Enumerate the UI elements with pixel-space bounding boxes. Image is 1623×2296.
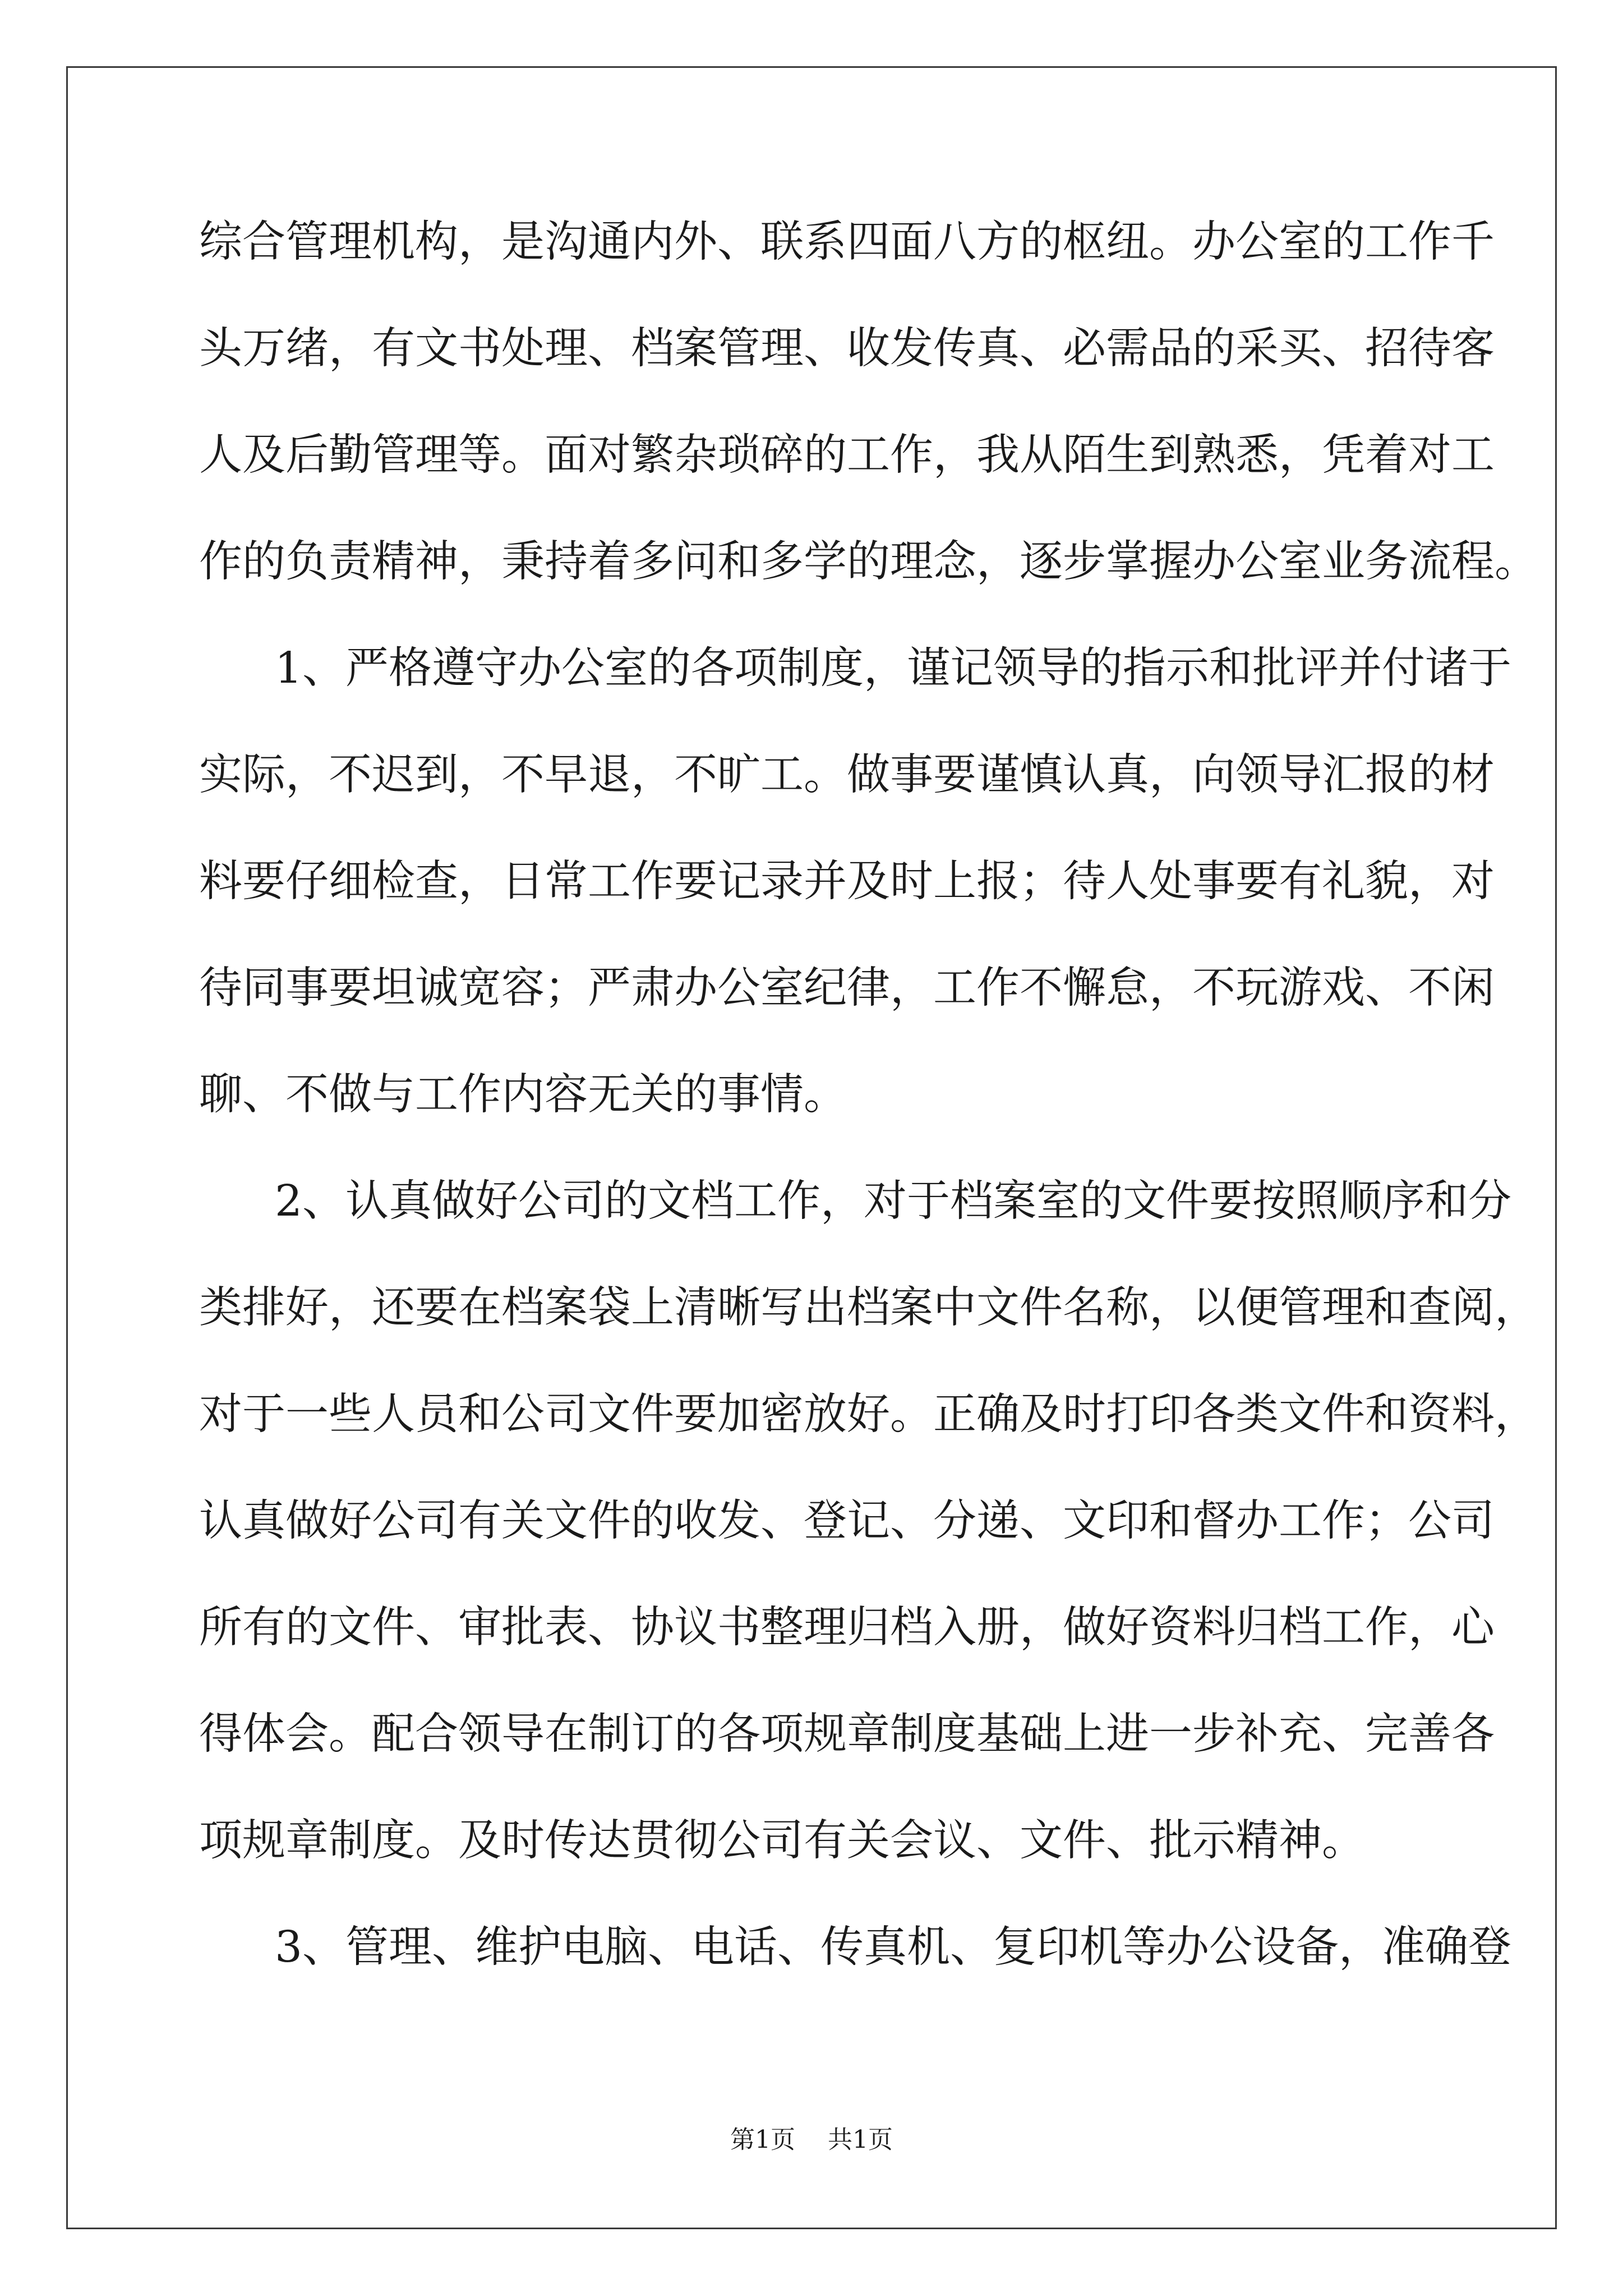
paragraph-line: 人及后勤管理等。面对繁杂琐碎的工作，我从陌生到熟悉，凭着对工 <box>199 430 1495 480</box>
paragraph-line: 得体会。配合领导在制订的各项规章制度基础上进一步补充、完善各 <box>199 1709 1495 1759</box>
paragraph-line: 待同事要坦诚宽容；严肃办公室纪律，工作不懈怠，不玩游戏、不闲 <box>199 963 1495 1013</box>
paragraph-line: 头万绪，有文书处理、档案管理、收发传真、必需品的采买、招待客 <box>199 324 1495 374</box>
paragraph-line: 综合管理机构，是沟通内外、联系四面八方的枢纽。办公室的工作千 <box>199 217 1495 267</box>
paragraph-line: 料要仔细检查，日常工作要记录并及时上报；待人处事要有礼貌，对 <box>199 857 1495 907</box>
paragraph-line: 2、认真做好公司的文档工作，对于档案室的文件要按照顺序和分 <box>275 1176 1511 1226</box>
page-footer <box>0 2119 1623 2155</box>
paragraph-line: 认真做好公司有关文件的收发、登记、分递、文印和督办工作；公司 <box>199 1496 1495 1546</box>
paragraph-line: 所有的文件、审批表、协议书整理归档入册，做好资料归档工作，心 <box>199 1603 1495 1653</box>
paragraph-line: 聊、不做与工作内容无关的事情。 <box>199 1070 847 1120</box>
paragraph-line: 项规章制度。及时传达贯彻公司有关会议、文件、批示精神。 <box>199 1816 1365 1866</box>
paragraph-line: 作的负责精神，秉持着多问和多学的理念，逐步掌握办公室业务流程。 <box>199 537 1538 587</box>
paragraph-line: 1、严格遵守办公室的各项制度，谨记领导的指示和批评并付诸于 <box>275 643 1511 693</box>
page-number: 第1页 <box>730 2125 795 2154</box>
paragraph-line: 3、管理、维护电脑、电话、传真机、复印机等办公设备，准确登 <box>275 1922 1511 1972</box>
document-body <box>199 209 1538 2021</box>
paragraph-line: 对于一些人员和公司文件要加密放好。正确及时打印各类文件和资料， <box>199 1389 1538 1439</box>
paragraph-line: 类排好，还要在档案袋上清晰写出档案中文件名称，以便管理和查阅， <box>199 1283 1538 1333</box>
page-total: 共1页 <box>828 2125 893 2154</box>
paragraph-line: 实际，不迟到，不早退，不旷工。做事要谨慎认真，向领导汇报的材 <box>199 750 1495 800</box>
